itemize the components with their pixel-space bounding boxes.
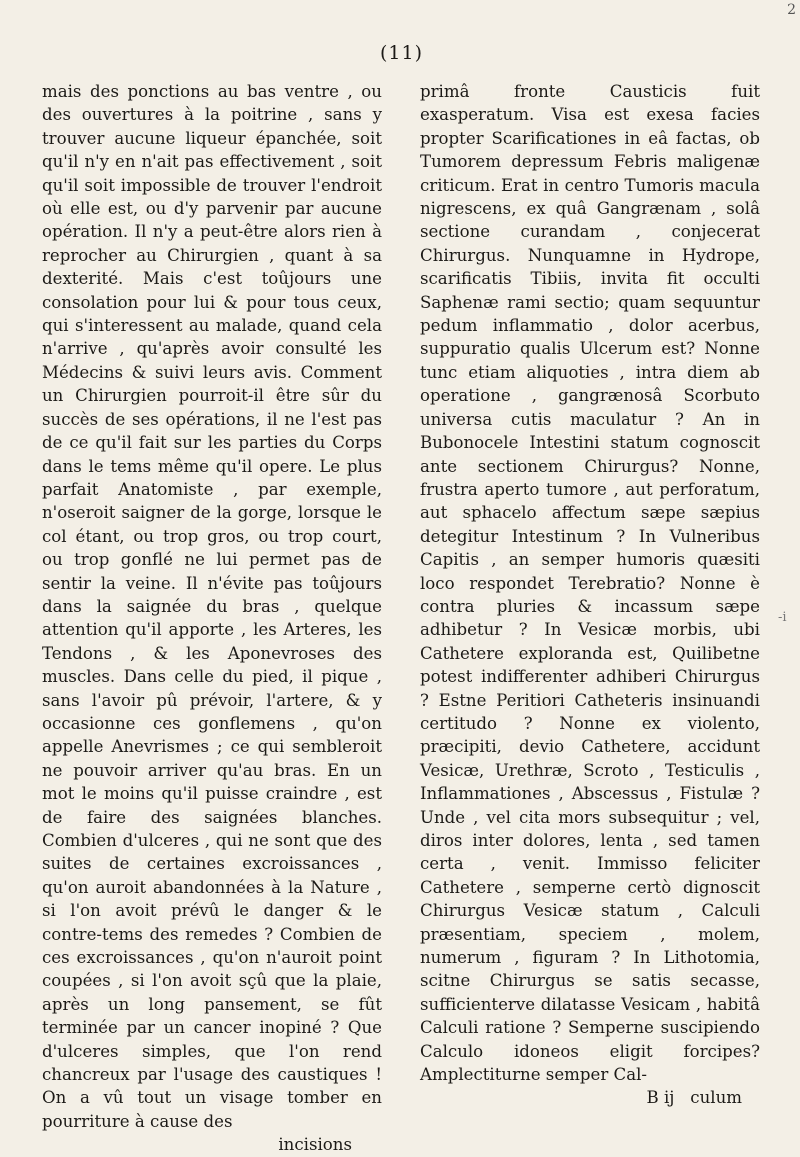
left-catchword: incisions xyxy=(278,1135,352,1155)
stray-mark: -i xyxy=(778,610,787,625)
corner-mark: 2 xyxy=(787,2,796,18)
right-column xyxy=(420,80,760,1110)
right-signature-and-catchword xyxy=(420,1086,760,1109)
left-column-text: mais des ponctions au bas ventre , ou des ouvertures à la poitrine , sans y trouver aucune liqueur épanchée, soit qu'il n'y en n'ait pas effectivement , soit qu'il soit impossible de trouver l'endroit où elle est, ou d'y parvenir par aucune opération. Il n'y a peut-être alors rien à reprocher au Chirurgien , quant à sa dexterité. Mais c'est toûjours une consolation pour lui & pour tous ceux, qui s'interessent au malade, quand cela n'arrive , qu'après avoir consulté les Médecins & suivi leurs avis. Comment un Chirurgien pourroit-il être sûr du succès de ses opérations, il ne l'est pas de ce qu'il fait sur les parties du Corps dans le tems même qu'il opere. Le plus parfait Anatomiste , par exemple, n'oseroit saigner de la gorge, lorsque le col étant, ou trop gros, ou trop court, ou trop gonflé ne lui permet pas de sentir la veine. Il n'évite pas toûjours dans la saignée du bras , quelque attention qu'il apporte , les Arteres, les Tendons , & les Aponevroses des muscles. Dans celle du pied, il pique , sans l'avoir pû prévoir, l'artere, & y occasionne ces gonflemens , qu'on appelle Anevrismes ; ce qui sembleroit ne pouvoir arriver qu'au bras. En un mot le moins qu'il puisse craindre , est de faire des saignées blanches. Combien d'ulceres , qui ne sont que des suites de certaines excroissances , qu'on auroit abandonnées à la Nature , si l'on avoit prévû le danger & le contre-tems des remedes ? Combien de ces excroissances , qu'on n'auroit point coupées , si l'on avoit sçû que la plaie, après un long pansement, se fût terminée par un cancer inopiné ? Que d'ulceres simples, que l'on rend chancreux par l'usage des caustiques ! On a vû tout un visage tomber en pourriture à cause des xyxy=(42,82,382,1131)
left-column xyxy=(42,80,382,1157)
right-column-text: primâ fronte Causticis fuit exasperatum. Visa est exesa facies propter Scarificationes in eâ factas, ob Tumorem depressum Febris maligenæ criticum. Erat in centro Tumoris macula nigrescens, ex quâ Gangrænam , solâ sectione curandam , conjecerat Chirurgus. Nunquamne in Hydrope, scarificatis Tibiis, invita fit occulti Saphenæ rami sectio; quam sequuntur pedum inflammatio , dolor acerbus, suppuratio qualis Ulcerum est? Nonne tunc etiam aliquoties , intra diem ab operatione , gangrænosâ Scorbuto universa cutis maculatur ? An in Bubonocele Intestini statum cognoscit ante sectionem Chirurgus? Nonne, frustra aperto tumore , aut perforatum, aut sphacelo affectum sæpe sæpius detegitur Intestinum ? In Vulneribus Capitis , an semper humoris quæsiti loco respondet Terebratio? Nonne è contra pluries & incassum sæpe adhibetur ? In Vesicæ morbis, ubi Cathetere exploranda est, Quilibetne potest indifferenter adhiberi Chirurgus ? Estne Peritiori Catheteris insinuandi certitudo ? Nonne ex violento, præcipiti, devio Cathetere, accidunt Vesicæ, Urethræ, Scroto , Testiculis , Inflammationes , Abscessus , Fistulæ ? Unde , vel cita mors subsequitur ; vel, diros inter dolores, lenta , sed tamen certa , venit. Immisso feliciter Cathetere , semperne certò dignoscit Chirurgus Vesicæ statum , Calculi præsentiam, speciem , molem, numerum , figuram ? In Lithotomia, scitne Chirurgus se satis secasse, sufficienterve dilatasse Vesicam , habitâ Calculi ratione ? Semperne suscipiendo Calculo idoneos eligit forcipes? Amplectiturne semper Cal- xyxy=(420,82,760,1085)
page-number: (11) xyxy=(380,42,424,64)
right-catchword: culum xyxy=(690,1088,742,1108)
signature-mark: B ij xyxy=(646,1088,675,1108)
